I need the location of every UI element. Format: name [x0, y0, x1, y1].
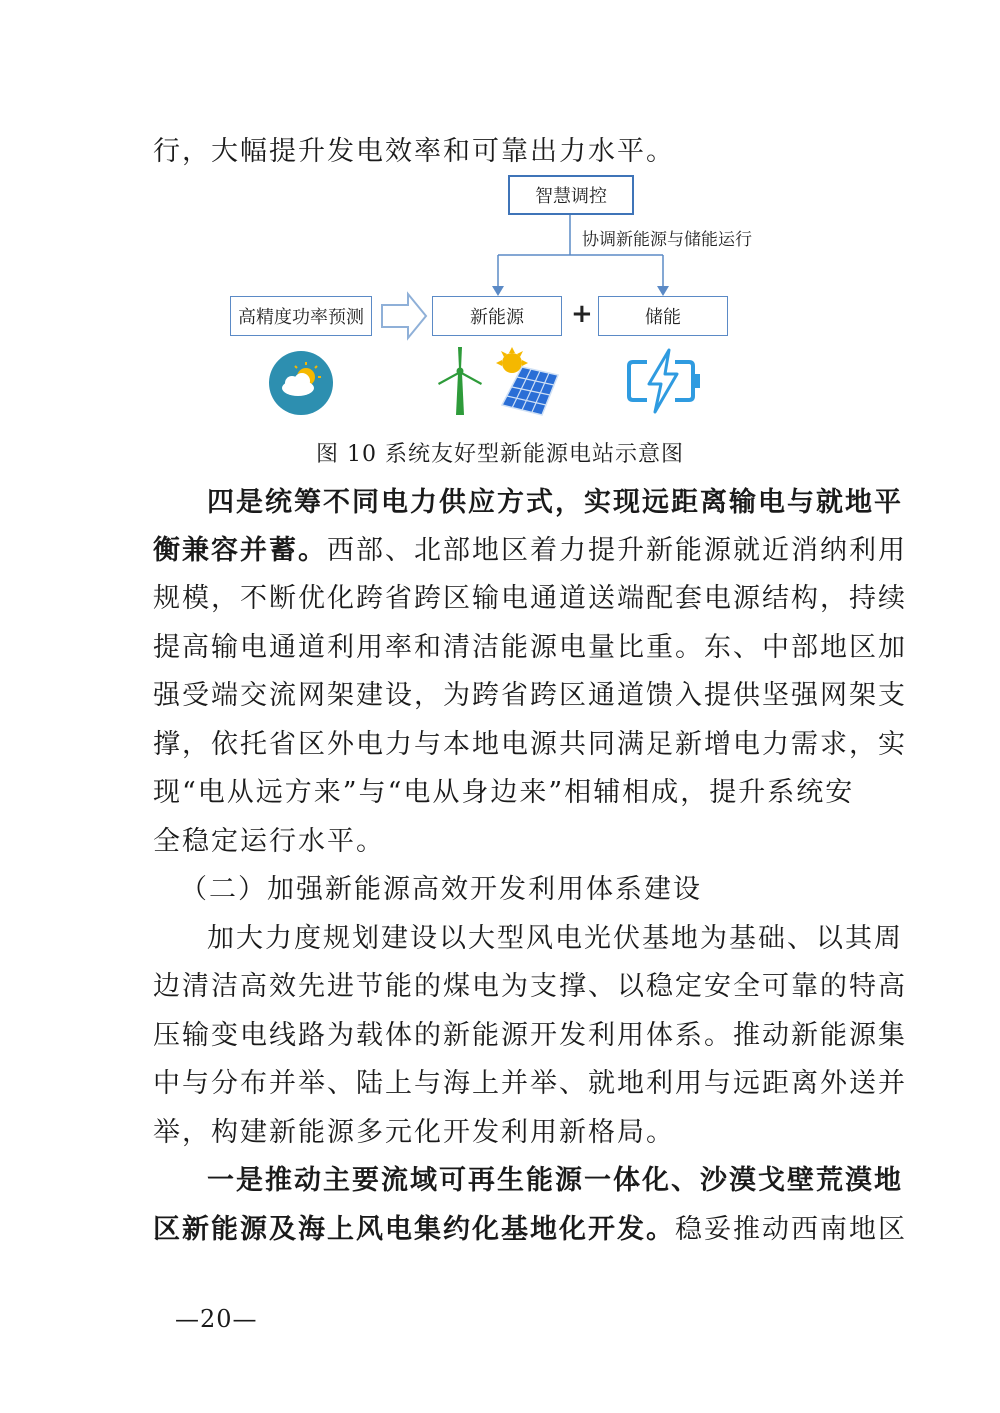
figure-caption: 图 10 系统友好型新能源电站示意图	[316, 442, 684, 467]
body-line-bold: 四是统筹不同电力供应方式，实现远距离输电与就地平	[207, 487, 903, 518]
body-line: 压输变电线路为载体的新能源开发利用体系。推动新能源集	[153, 1020, 907, 1051]
body-line: 现“电从远方来”与“电从身边来”相辅相成，提升系统安	[153, 777, 855, 808]
page-number: —20—	[175, 1305, 258, 1333]
body-line: 行，大幅提升发电效率和可靠出力水平。	[153, 136, 675, 167]
body-line: 全稳定运行水平。	[153, 826, 385, 857]
body-line	[153, 1214, 907, 1246]
body-line: 撑，依托省区外电力与本地电源共同满足新增电力需求，实	[153, 729, 907, 760]
body-line: 中与分布并举、陆上与海上并举、就地利用与远距离外送并	[153, 1068, 907, 1099]
section-heading: （二）加强新能源高效开发利用体系建设	[180, 874, 702, 905]
body-text: 西部、北部地区着力提升新能源就近消纳利用	[327, 535, 907, 566]
body-line: 提高输电通道利用率和清洁能源电量比重。东、中部地区加	[153, 632, 907, 663]
solar-panel-icon	[492, 345, 562, 417]
renewable-box: 新能源	[432, 296, 562, 336]
smart-control-box: 智慧调控	[508, 175, 634, 215]
body-line: 边清洁高效先进节能的煤电为支撑、以稳定安全可靠的特高	[153, 971, 907, 1002]
plus-sign: +	[571, 299, 593, 329]
body-text: 稳妥推动西南地区	[675, 1214, 907, 1245]
body-line	[153, 535, 907, 567]
bold-phrase: 区新能源及海上风电集约化基地化开发。	[153, 1214, 675, 1245]
weather-icon	[268, 350, 334, 416]
body-line-bold: 一是推动主要流域可再生能源一体化、沙漠戈壁荒漠地	[207, 1165, 903, 1196]
battery-charge-icon	[625, 348, 705, 414]
body-line: 强受端交流网架建设，为跨省跨区通道馈入提供坚强网架支	[153, 680, 907, 711]
bold-phrase: 衡兼容并蓄。	[153, 535, 327, 566]
storage-box: 储能	[598, 296, 728, 336]
coordinate-label: 协调新能源与储能运行	[582, 230, 752, 250]
forecast-box: 高精度功率预测	[230, 296, 372, 336]
wind-turbine-icon	[435, 345, 485, 417]
body-line: 规模，不断优化跨省跨区输电通道送端配套电源结构，持续	[153, 583, 907, 614]
body-line: 加大力度规划建设以大型风电光伏基地为基础、以其周	[207, 923, 903, 954]
figure-diagram	[220, 170, 780, 425]
body-line: 举，构建新能源多元化开发利用新格局。	[153, 1117, 675, 1148]
